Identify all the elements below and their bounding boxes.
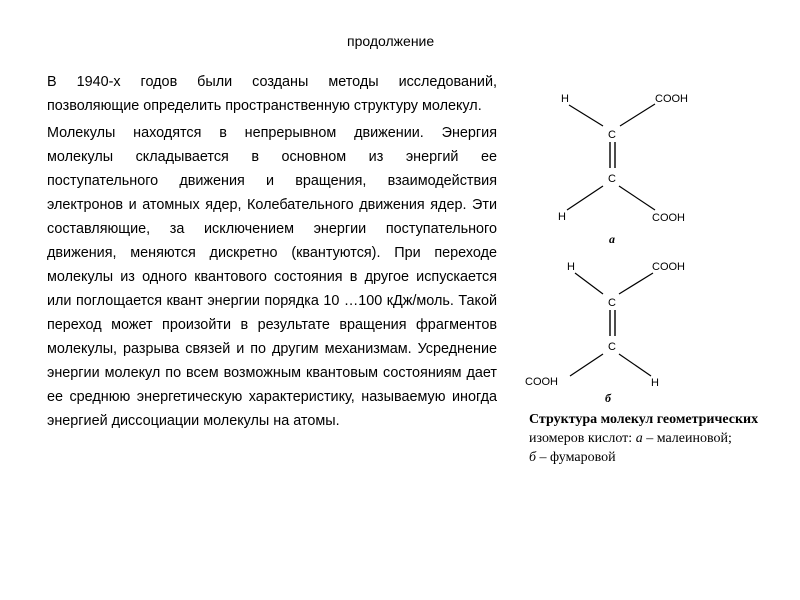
mol-a-bond-c-cooh-bottom — [619, 186, 655, 210]
mol-b-bond-c-h-bottom — [619, 354, 651, 376]
mol-a-carbon-top: C — [608, 129, 616, 141]
mol-b-bond-c-cooh-bottom — [570, 354, 603, 376]
isomer-structures-svg — [515, 80, 800, 410]
caption-letter-b: б — [529, 450, 537, 465]
caption-line-2-suffix: – малеиновой; — [642, 431, 732, 446]
caption-line-3 — [529, 448, 799, 467]
caption-line-2 — [529, 429, 799, 448]
body-text — [47, 70, 497, 433]
mol-b-bottom-right-atom: H — [651, 377, 659, 389]
mol-b-bond-h-c-top — [575, 273, 603, 294]
paragraph-energy: Молекулы находятся в непрерывном движении. Энергия молекулы складывается в основном из энергий ее поступательного движения и вращения, взаимодействия электронов и атомных ядер, Колебательного движения ядер. Эти составляющие, за исключением энергии поступательного движения, меняются дискретно (квантуются). При переходе молекулы из одного квантового состояния в другое испускается или поглощается квант энергии порядка 10 …100 кДж/моль. Такой переход может произойти в результате вращения фрагментов молекулы, разрыва связей и по другим механизмам. Усреднение энергии молекул по всем возможным квантовым состояниям дает ее среднюю энергетическую характеристику, называемую иногда энергией диссоциации молекулы на атомы. — [47, 125, 497, 429]
molecule-a — [558, 93, 688, 246]
slide-title: продолжение — [347, 33, 435, 49]
mol-a-bond-c-h-bottom — [567, 186, 603, 210]
mol-b-bond-cooh-c-top — [619, 273, 653, 294]
mol-a-bond-cooh-c-top — [620, 104, 655, 126]
caption-letter-a: а — [635, 431, 643, 446]
mol-b-bottom-left-group: COOH — [525, 376, 558, 388]
caption-line-1: Структура молекул геометрических — [529, 412, 759, 427]
caption-line-3-suffix: – фумаровой — [536, 450, 616, 465]
molecule-b — [525, 261, 685, 405]
mol-b-carbon-bottom: C — [608, 341, 616, 353]
mol-b-label: б — [605, 391, 611, 405]
mol-b-carbon-top: C — [608, 297, 616, 309]
mol-b-top-right-group: COOH — [652, 261, 685, 273]
mol-b-top-left-atom: H — [567, 261, 575, 273]
mol-a-label: а — [609, 232, 615, 246]
caption-line-2-prefix: изомеров кислот: — [529, 431, 636, 446]
mol-a-top-right-group: COOH — [655, 93, 688, 105]
mol-a-bottom-right-group: COOH — [652, 212, 685, 224]
mol-a-top-left-atom: H — [561, 93, 569, 105]
mol-a-carbon-bottom: C — [608, 173, 616, 185]
mol-a-bond-h-c-top — [569, 105, 603, 126]
mol-a-bottom-left-atom: H — [558, 211, 566, 223]
paragraph-intro: В 1940-х годов были созданы методы исследований, позволяющие определить пространственную структуру молекул. — [47, 74, 497, 114]
figure-caption — [529, 410, 799, 467]
